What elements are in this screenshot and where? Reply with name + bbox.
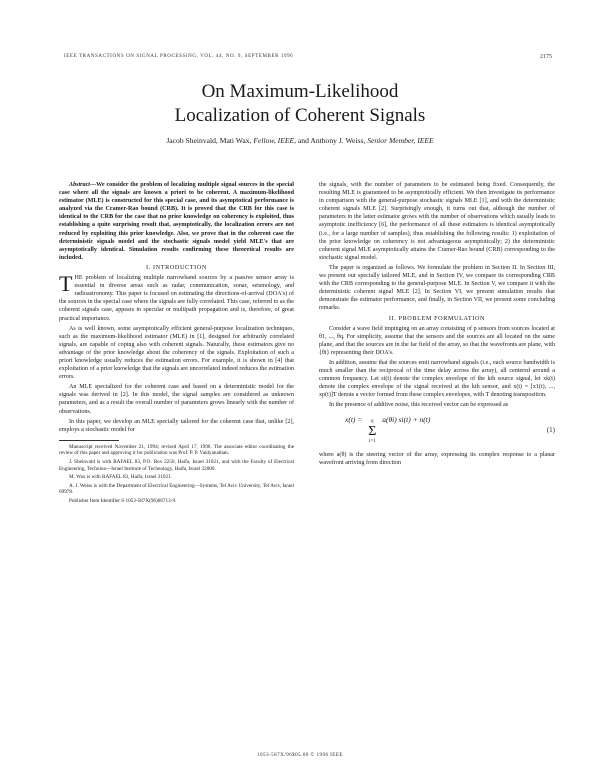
intro-paragraph-2: As is well known, some asymptotically efficient general-purpose localization techniques, such as the maximum-likelihood estimator (MLE) in [1], designed for arbitrarily correlated signals, are capable of coping also with coherent signals. Naturally, these estimators give no advantage of the prior knowledge about the coherency of the signals. Exploitation of such a priori knowledge usually reduces the estimation errors. For example, it is shown in [4] that exploitation of a prior knowledge that the signals are uncorrelated indeed reduces the estimation errors.	[59, 325, 294, 381]
problem-paragraph-3: In the presence of additive noise, this received vector can be expressed as	[329, 402, 509, 409]
equation-1	[319, 416, 555, 445]
copyright-line: 1053-587X/96$05.00 © 1996 IEEE	[257, 752, 343, 758]
equation-rhs: a(θi) si(t) + n(t)	[382, 414, 431, 424]
wax-title: Fellow, IEEE,	[253, 136, 297, 145]
title-line-1: On Maximum-Likelihood	[201, 81, 399, 102]
title-line-2: Localization of Coherent Signals	[174, 105, 426, 126]
sum-upper-limit: q	[371, 418, 374, 424]
problem-paragraph-1: Consider a wave field impinging on an array consisting of p sensors from sources located at θ1, ..., θq. For simplicity, assume that the sensors and the sources are all located on the same plane, and that the sources are in the far field of the array, so that the wavefronts are plane, with {θi} representing their DOA's.	[319, 325, 555, 356]
intro-paragraph-1	[59, 271, 294, 323]
sigma-icon: Σ	[368, 423, 377, 439]
problem-heading: II. PROBLEM FORMULATION	[388, 314, 486, 322]
equation-body	[345, 416, 430, 445]
page-number: 2175	[540, 54, 552, 60]
author-connector: and Anthony J. Weiss,	[297, 136, 366, 145]
footnote: Manuscript received November 21, 1994; revised April 17, 1996. The associate editor coordinating the review of this paper and approving it for publication was Prof. P. P. Vaidyanathan.	[59, 443, 294, 457]
abstract-text: We consider the problem of localizing multiple signal sources in the special case where all the signals are known a priori to be coherent. A maximum-likelihood estimator (MLE) is constructed for this special case, and its asymptotical performance is analyzed via the Cramer-Rao bound (CRB). It is proved that the CRB for this case is identical to the CRB for the case that no prior knowledge on coherency is exploited, thus establishing a quite surprising result that, asymptotically, the localization errors are not reduced by exploiting this prior knowledge. Also, we prove that in the coherent case the deterministic signals model and the stochastic signals model yield MLE's that are asymptotically identical. Simulation results confirming these theoretical results are included.	[59, 182, 294, 261]
author-line	[0, 136, 600, 145]
footnote-divider	[59, 440, 119, 441]
right-paragraph-2: The paper is organized as follows. We formulate the problem in Section II. In Section III, we present our specially tailored MLE, and in Section IV, we compare its corresponding CRB with the CRB corresponding to the general-purpose MLE. In Section V, we compare it with the deterministic coherent signal MLE [2]. In Section VI, we present simulation results that demonstrate the estimator performance, and finally, in Section VII, we present some concluding remarks.	[319, 264, 555, 312]
running-head: IEEE TRANSACTIONS ON SIGNAL PROCESSING, VOL. 44, NO. 9, SEPTEMBER 1996	[64, 54, 294, 59]
abstract	[59, 181, 294, 262]
intro-heading: I. INTRODUCTION	[146, 263, 207, 271]
summation	[368, 419, 376, 445]
footnote: J. Sheinvald is with RAFAEL 83, P.O. Box 2250, Haifa, Israel 31021, and with the Faculty of Electrical Engineering, Technion—Israel Institute of Technology, Haifa, Israel 32000.	[59, 459, 294, 472]
intro-p1-text: HE problem of localizing multiple narrowband sources by a passive sensor array is essential in diverse areas such as radar, communication, sonar, seismology, and radioastronomy. This paper is focused on estimating the directions-of-arrival (DOA's) of the sources in the special case where the signals are fully correlated. This case, referred to as the coherent signals case, appears in specular or multipath propagation and is, therefore, of great practical importance.	[59, 275, 294, 322]
footnote: A. J. Weiss is with the Department of Electrical Engineering—Systems, Tel Aviv University, Tel Aviv, Israel 69978.	[59, 482, 294, 496]
intro-paragraph-3: An MLE specialized for the coherent case and based on a deterministic model for the signals was derived in [2]. In this model, the signal samples are considered as unknown parameters, and as a result the overall number of parameters grows linearly with the number of observations.	[59, 384, 294, 415]
right-paragraph-1: the signals, with the number of parameters to be estimated being fixed. Consequently, the resulting MLE is guaranteed to be asymptotically efficient. We then investigate its performance in comparison with the general-purpose stochastic signals MLE [1], and with the deterministic coherent signals MLE [2]. Surprisingly enough, it turns out that, although the number of parameters in the latter estimator grows with the number of observations which usually leads to asymptotic inefficiency [6], the performance of all these estimators is identical asymptotically (i.e., for a large number of samples), thus establishing the following results: 1) exploitation of the prior knowledge on coherency is not advantageous asymptotically; 2) the deterministic coherent signal MLE asymptotically attains the Cramer-Rao bound (CRB) corresponding to the stochastic signal model.	[319, 182, 555, 261]
paper-title	[0, 80, 600, 128]
right-column	[319, 181, 555, 469]
equation-lhs: x(t) =	[345, 414, 363, 424]
drop-cap: T	[59, 271, 73, 297]
left-column	[59, 181, 294, 507]
footnote: M. Wax is with RAFAEL 83, Haifa, Israel 31021.	[69, 474, 172, 481]
abstract-label: Abstract—	[69, 182, 97, 188]
footnote: Publisher Item Identifier S 1053-587X(96)06713-9.	[69, 497, 177, 504]
weiss-title: Senior Member, IEEE	[367, 136, 434, 145]
problem-paragraph-4: where a(θ) is the steering vector of the array, expressing its complex response to a planar wavefront arriving from direction	[319, 451, 555, 466]
equation-number: (1)	[546, 425, 555, 434]
problem-paragraph-2: In addition, assume that the sources emit narrowband signals (i.e., each source bandwidth is much smaller than the reciprocal of the time delay across the array), all centered around a common frequency. Let si(t) denote the complex envelope of the kth source signal, let xk(t) denote the complex envelope of the signal received at the kth sensor, and x(t) = [x1(t), ..., xp(t)]T denote a vector formed from these complex envelopes, with T denoting transposition.	[319, 359, 555, 399]
intro-paragraph-4: In this paper, we develop an MLE specially tailored for the coherent case that, unlike [2], employs a stochastic model for	[59, 418, 294, 433]
sum-lower-limit: i=1	[368, 438, 376, 444]
author-names: Jacob Sheinvald, Mati Wax,	[166, 136, 252, 145]
